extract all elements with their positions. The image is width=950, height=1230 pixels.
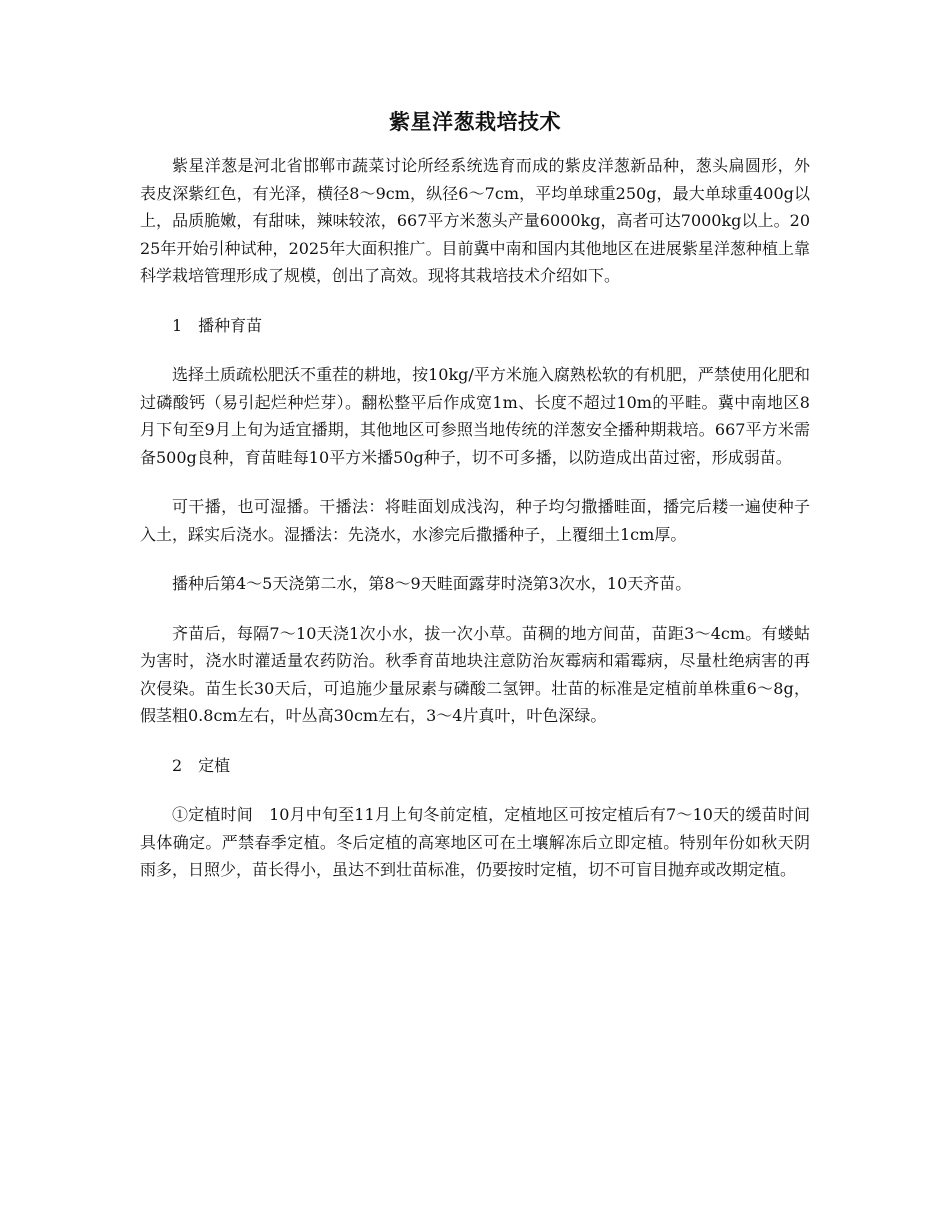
document-title: 紫星洋葱栽培技术 [389, 110, 561, 134]
section-heading-sowing: 1 播种育苗 [172, 315, 263, 335]
section-heading-transplanting: 2 定植 [172, 755, 231, 775]
paragraph-transplanting-time: ①定植时间 10月中旬至11月上旬冬前定植，定植地区可按定植后有7～10天的缓苗时间具体确定。严禁春季定植。冬后定植的高寒地区可在土壤解冻后立即定植。特别年份如秋天阴雨多，日照少，苗长得小，虽达不到壮苗标准，仍要按时定植，切不可盲目抛弃或改期定植。 [140, 805, 810, 879]
paragraph-watering-after-sowing: 播种后第4～5天浇第二水，第8～9天畦面露芽时浇第3次水，10天齐苗。 [172, 574, 692, 593]
intro-paragraph: 紫星洋葱是河北省邯郸市蔬菜讨论所经系统选育而成的紫皮洋葱新品种，葱头扁圆形，外表皮深紫红色，有光泽，横径8～9cm，纵径6～7cm，平均单球重250g，最大单球重400g以上，品质脆嫩，有甜味，辣味较浓，667平方米葱头产量6000kg，高者可达7000kg以上。2025年开始引种试种，2025年大面积推广。目前冀中南和国内其他地区在进展紫星洋葱种植上靠科学栽培管理形成了规模，创出了高效。现将其栽培技术介绍如下。 [140, 156, 810, 285]
paragraph-seedling-care: 齐苗后，每隔7～10天浇1次小水，拔一次小草。苗稠的地方间苗，苗距3～4cm。有蝼蛄为害时，浇水时灌适量农药防治。秋季育苗地块注意防治灰霉病和霜霉病，尽量杜绝病害的再次侵染。苗生长30天后，可追施少量尿素与磷酸二氢钾。壮苗的标准是定植前单株重6～8g，假茎粗0.8cm左右，叶丛高30cm左右，3～4片真叶，叶色深绿。 [140, 623, 810, 725]
paragraph-sowing-methods: 可干播，也可湿播。干播法：将畦面划成浅沟，种子均匀撒播畦面，播完后耧一遍使种子入土，踩实后浇水。湿播法：先浇水，水渗完后撒播种子，上覆细土1cm厚。 [140, 497, 810, 544]
paragraph-site-selection: 选择土质疏松肥沃不重茬的耕地，按10kg/平方米施入腐熟松软的有机肥，严禁使用化肥和过磷酸钙（易引起烂种烂芽）。翻松整平后作成宽1m、长度不超过10m的平畦。冀中南地区8月下旬至9月上旬为适宜播期，其他地区可参照当地传统的洋葱安全播种期栽培。667平方米需备500g良种，育苗畦每10平方米播50g种子，切不可多播，以防造成出苗过密，形成弱苗。 [140, 365, 810, 467]
